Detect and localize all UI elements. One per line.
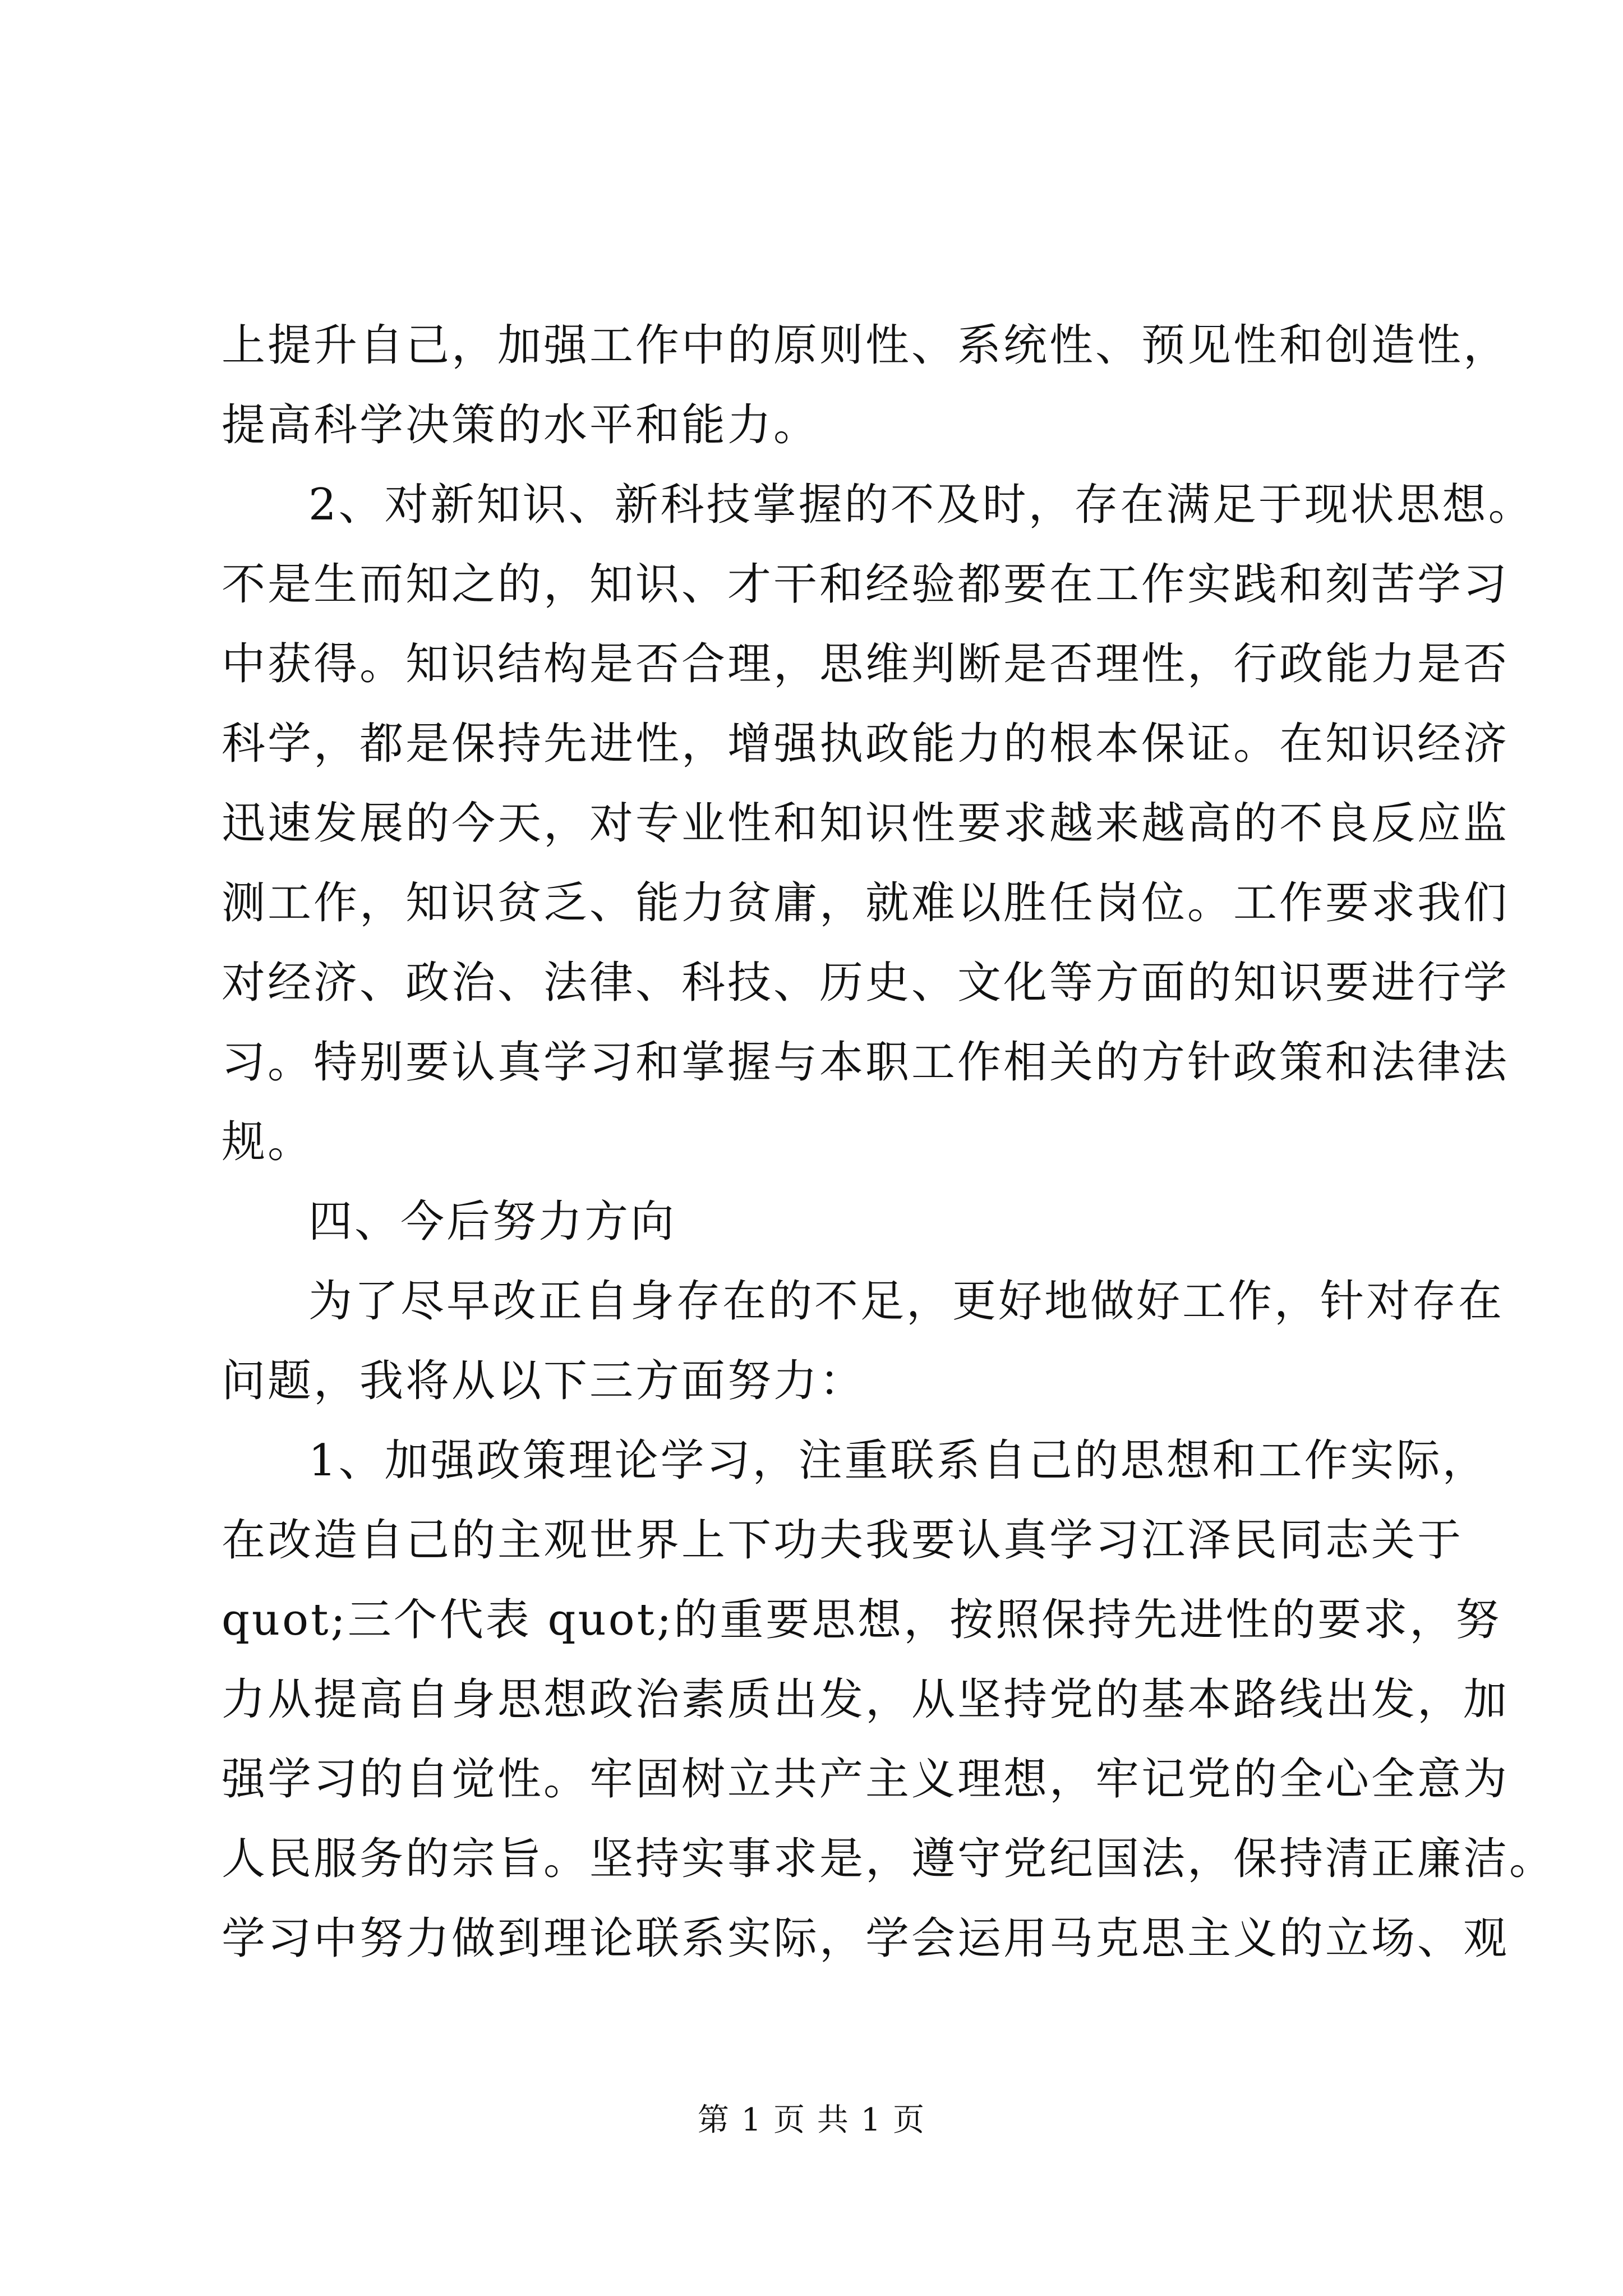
text-line-13: 为了尽早改正自身存在的不足，更好地做好工作，针对存在 bbox=[308, 1276, 1505, 1327]
text-line-19: 强学习的自觉性。牢固树立共产主义理想，牢记党的全心全意为 bbox=[222, 1754, 1510, 1805]
text-line-18: 力从提高自身思想政治素质出发，从坚持党的基本路线出发，加 bbox=[222, 1674, 1510, 1725]
text-line-21: 学习中努力做到理论联系实际，学会运用马克思主义的立场、观 bbox=[222, 1913, 1510, 1964]
text-line-9: 对经济、政治、法律、科技、历史、文化等方面的知识要进行学 bbox=[222, 958, 1510, 1008]
text-line-8: 测工作，知识贫乏、能力贫庸，就难以胜任岗位。工作要求我们 bbox=[222, 878, 1510, 928]
page-number-label: 第 1 页 共 1 页 bbox=[697, 2102, 926, 2138]
text-line-4: 不是生而知之的，知识、才干和经验都要在工作实践和刻苦学习 bbox=[222, 559, 1510, 610]
text-line-3: 2、对新知识、新科技掌握的不及时，存在满足于现状思想。 bbox=[308, 480, 1534, 530]
text-line-10: 习。特别要认真学习和掌握与本职工作相关的方针政策和法律法 bbox=[222, 1037, 1510, 1088]
text-line-2: 提高科学决策的水平和能力。 bbox=[222, 400, 820, 450]
section-heading: 四、今后努力方向 bbox=[308, 1197, 677, 1247]
text-line-6: 科学，都是保持先进性，增强执政能力的根本保证。在知识经济 bbox=[222, 719, 1510, 769]
text-line-7: 迅速发展的今天，对专业性和知识性要求越来越高的不良反应监 bbox=[222, 798, 1510, 849]
text-line-1: 上提升自己，加强工作中的原则性、系统性、预见性和创造性， bbox=[222, 320, 1510, 371]
page-footer bbox=[0, 2098, 1623, 2143]
text-line-5: 中获得。知识结构是否合理，思维判断是否理性，行政能力是否 bbox=[222, 639, 1510, 689]
text-line-14: 问题，我将从以下三方面努力： bbox=[222, 1356, 866, 1406]
text-line-16: 在改造自己的主观世界上下功夫我要认真学习江泽民同志关于 bbox=[222, 1515, 1464, 1566]
text-line-20: 人民服务的宗旨。坚持实事求是，遵守党纪国法，保持清正廉洁。 bbox=[222, 1834, 1556, 1884]
text-line-17: quot;三个代表 quot;的重要思想，按照保持先进性的要求，努 bbox=[222, 1595, 1502, 1645]
text-line-15: 1、加强政策理论学习，注重联系自己的思想和工作实际， bbox=[308, 1435, 1488, 1486]
document-body bbox=[222, 306, 1556, 1978]
text-line-11: 规。 bbox=[222, 1117, 314, 1167]
